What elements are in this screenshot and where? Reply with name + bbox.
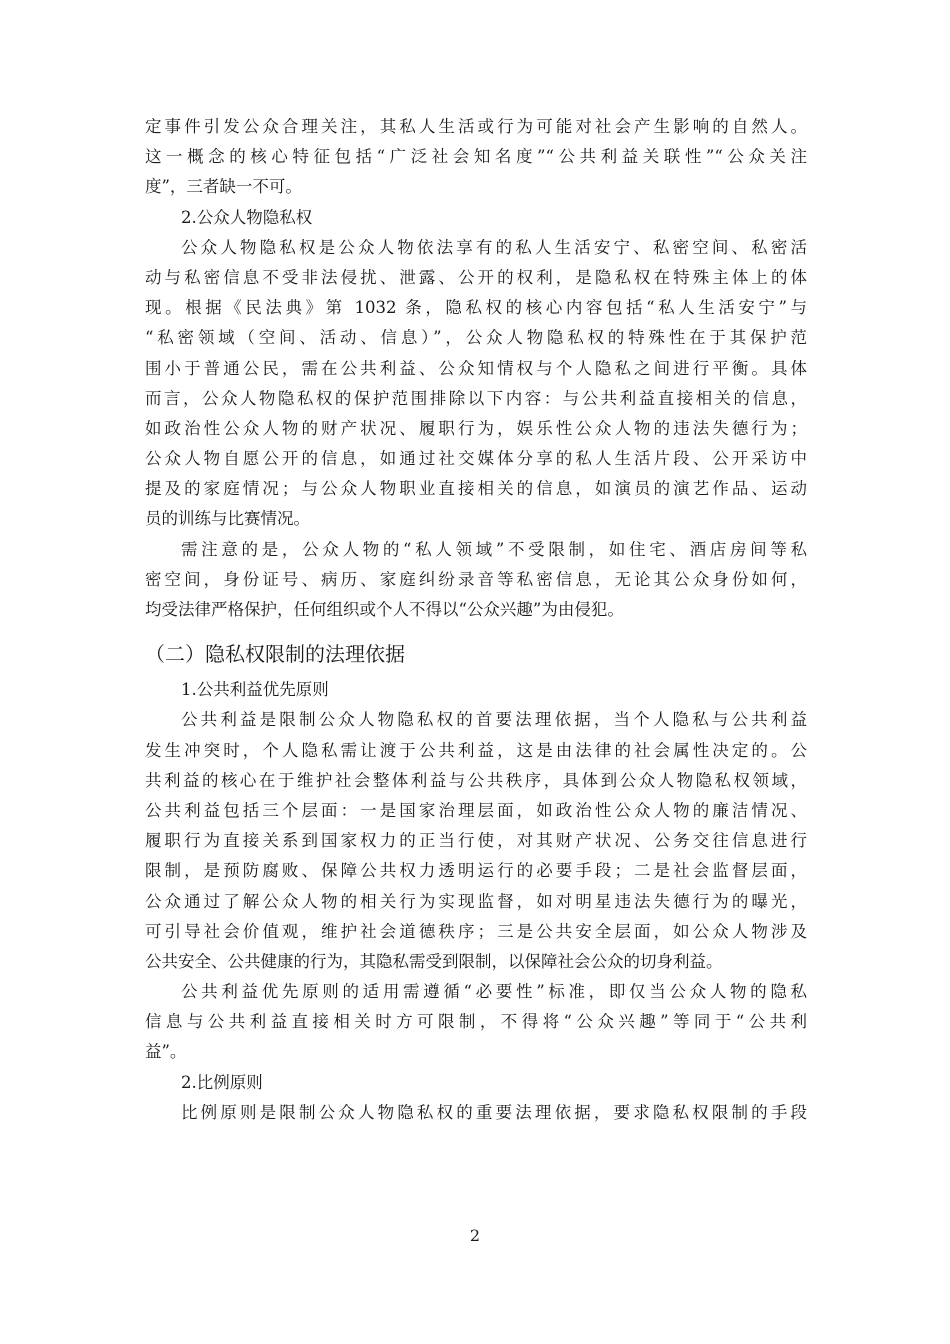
text-line: 员的训练与比赛情况。	[145, 509, 310, 529]
paragraph	[145, 1098, 807, 1128]
text-line: 度”，三者缺一不可。	[145, 177, 302, 197]
text-line: 公共利益是限制公众人物隐私权的首要法理依据，当个人隐私与公共利益	[181, 710, 807, 730]
paragraph	[145, 535, 807, 626]
text-line: 现。根据《民法典》第 1032 条，隐私权的核心内容包括“私人生活安宁”与	[145, 298, 807, 318]
text-line: 这一概念的核心特征包括“广泛社会知名度”“公共利益关联性”“公众关注	[145, 147, 807, 167]
text-line: 均受法律严格保护，任何组织或个人不得以“公众兴趣”为由侵犯。	[145, 600, 624, 619]
text-line: 公众通过了解公众人物的相关行为实现监督，如对明星违法失德行为的曝光，	[145, 891, 807, 911]
text-line: 公众人物隐私权是公众人物依法享有的私人生活安宁、私密空间、私密活	[181, 237, 807, 257]
text-line: 定事件引发公众合理关注，其私人生活或行为可能对社会产生影响的自然人。	[145, 117, 807, 136]
text-line: 比例原则是限制公众人物隐私权的重要法理依据，要求隐私权限制的手段	[181, 1102, 807, 1122]
paragraph	[145, 705, 807, 977]
text-line: 而言，公众人物隐私权的保护范围排除以下内容：与公共利益直接相关的信息，	[145, 388, 807, 408]
paragraph	[145, 233, 807, 535]
section-heading: （二）隐私权限制的法理依据	[145, 642, 405, 667]
subsection-heading: 2.比例原则	[181, 1072, 263, 1092]
text-line: 公共安全、公共健康的行为，其隐私需受到限制，以保障社会公众的切身利益。	[145, 951, 723, 971]
text-line: 公共利益包括三个层面：一是国家治理层面，如政治性公众人物的廉洁情况、	[145, 800, 807, 820]
intro-paragraph	[145, 112, 807, 203]
text-line: 履职行为直接关系到国家权力的正当行使，对其财产状况、公务交往信息进行	[145, 831, 807, 851]
text-line: “私密领域（空间、活动、信息）”，公众人物隐私权的特殊性在于其保护范	[145, 328, 807, 348]
text-line: 益”。	[145, 1042, 187, 1062]
body-text	[145, 112, 807, 1128]
text-line: 公共利益优先原则的适用需遵循“必要性”标准，即仅当公众人物的隐私	[181, 982, 807, 1002]
text-line: 动与私密信息不受非法侵扰、泄露、公开的权利，是隐私权在特殊主体上的体	[145, 267, 807, 287]
text-line: 密空间，身份证号、病历、家庭纠纷录音等私密信息，无论其公众身份如何，	[145, 569, 807, 589]
subsection-heading: 1.公共利益优先原则	[181, 680, 329, 700]
text-line: 提及的家庭情况；与公众人物职业直接相关的信息，如演员的演艺作品、运动	[145, 479, 807, 499]
text-line: 限制，是预防腐败、保障公共权力透明运行的必要手段；二是社会监督层面，	[145, 861, 807, 881]
text-line: 公众人物自愿公开的信息，如通过社交媒体分享的私人生活片段、公开采访中	[145, 449, 807, 469]
text-line: 需注意的是，公众人物的“私人领域”不受限制，如住宅、酒店房间等私	[181, 539, 807, 559]
paragraph	[145, 977, 807, 1068]
text-line: 发生冲突时，个人隐私需让渡于公共利益，这是由法律的社会属性决定的。公	[145, 740, 807, 760]
text-line: 可引导社会价值观，维护社会道德秩序；三是公共安全层面，如公众人物涉及	[145, 921, 807, 941]
text-line: 信息与公共利益直接相关时方可限制，不得将“公众兴趣”等同于“公共利	[145, 1012, 807, 1032]
text-line: 围小于普通公民，需在公共利益、公众知情权与个人隐私之间进行平衡。具体	[145, 358, 807, 378]
page-number: 2	[469, 1226, 481, 1245]
subsection-heading: 2.公众人物隐私权	[181, 207, 313, 227]
text-line: 共利益的核心在于维护社会整体利益与公共秩序，具体到公众人物隐私权领域，	[145, 770, 807, 790]
text-line: 如政治性公众人物的财产状况、履职行为，娱乐性公众人物的违法失德行为；	[145, 418, 807, 438]
